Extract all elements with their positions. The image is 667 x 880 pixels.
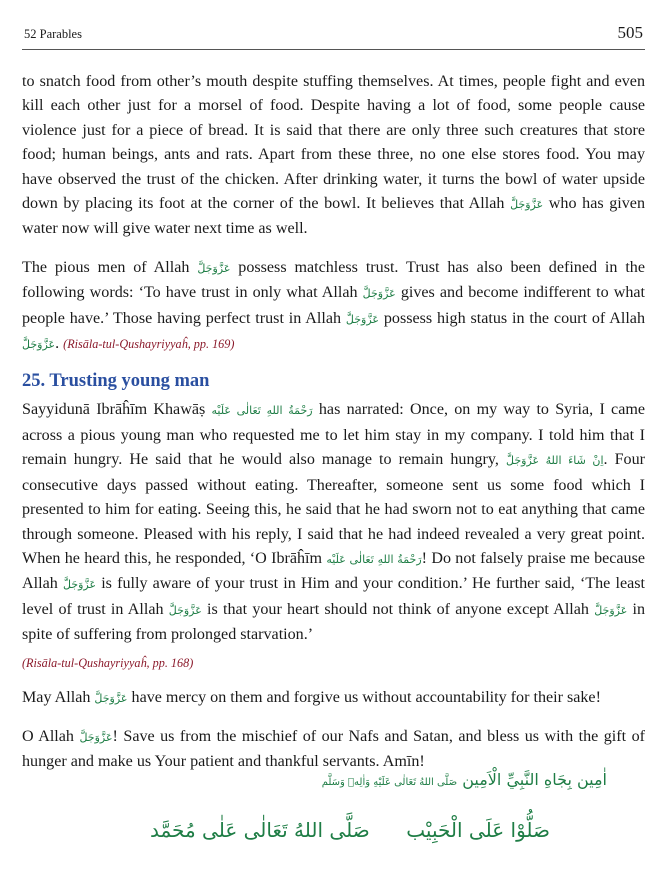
paragraph-5: O Allah عَزَّوَجَلَّ! Save us from the mischief of our Nafs and Satan, and bless us with the gift of hunger and make us Your patient and thankful servants. Amīn! xyxy=(22,727,645,771)
arabic-honorific: عَزَّوَجَلَّ xyxy=(197,261,231,275)
book-title: 52 Parables xyxy=(24,27,82,41)
arabic-honorific: عَزَّوَجَلَّ xyxy=(94,691,128,705)
paragraph-3: Sayyidunā Ibrāĥīm Khawāṣ رَحْمَةُ اللهِ تَعَالٰى عَلَيْه has narrated: Once, on my way to Syria, I came across a pious young man who requested me to let him stay in my company. I told him that I remain hungry. He said that he would also manage to remain hungry, اِنْ شَاءَ اللهُ عَزَّوَجَلَّ. Four consecutive days passed without eating. Thereafter, someone sent us some food which I presented to him for eating. Seeing this, he said that he had sworn not to eat anything that came through someone. Pleased with his reply, I said that he had indeed revealed a very great point. When he heard this, he responded, ‘O Ibrāĥīm رَحْمَةُ اللهِ تَعَالٰى عَلَيْه! Do not falsely praise me because Allah عَزَّوَجَلَّ is fully aware of your trust in Him and your condition.’ He further said, ‘The least level of trust in Allah عَزَّوَجَلَّ is that your heart should not think of anyone except Allah عَزَّوَجَلَّ in spite of suffering from prolonged starvation.’ xyxy=(22,401,646,644)
paragraph-4: May Allah عَزَّوَجَلَّ have mercy on them and forgive us without accountability for their sake! xyxy=(22,688,601,706)
arabic-honorific: عَزَّوَجَلَّ xyxy=(594,603,628,617)
reference: (Risāla-tul-Qushayriyyaĥ, pp. 169) xyxy=(63,337,235,352)
arabic-honorific: عَزَّوَجَلَّ xyxy=(345,312,379,326)
reference: (Risāla-tul-Qushayriyyaĥ, pp. 168) xyxy=(22,655,194,670)
header-rule xyxy=(22,49,645,50)
page-number: 505 xyxy=(617,23,643,42)
page-header xyxy=(22,22,645,50)
arabic-honorific: عَزَّوَجَلَّ xyxy=(168,603,202,617)
paragraph-1: to snatch food from other’s mouth despite stuffing themselves. At times, people fight and even kill each other just for a morsel of food. Despite having a lot of food, some people cause violence just for a piece of bread. It is said that there are only three such creatures that store food; human beings, ants and rats. Apart from these three, no one else stores food. You may have observed the trust of the chicken. After drinking water, it turns the bowl of water upside down by placing its foot at the corner of the bowl. It believes that Allah عَزَّوَجَلَّ who has given water now will give water next time as well. xyxy=(22,73,645,238)
arabic-honorific: رَحْمَةُ اللهِ تَعَالٰى عَلَيْه xyxy=(211,404,313,418)
arabic-honorific: عَزَّوَجَلَّ xyxy=(510,198,544,212)
arabic-honorific: عَزَّوَجَلَّ xyxy=(79,730,113,744)
arabic-honorific: رَحْمَةُ اللهِ تَعَالٰى عَلَيْه xyxy=(326,552,422,566)
arabic-honorific: عَزَّوَجَلَّ xyxy=(362,287,396,301)
arabic-honorific: عَزَّوَجَلَّ xyxy=(22,338,56,352)
page-body xyxy=(22,70,645,789)
arabic-honorific: عَزَّوَجَلَّ xyxy=(62,578,97,592)
paragraph-2: The pious men of Allah عَزَّوَجَلَّ possess matchless trust. Trust has also been defined in the following words: ‘To have trust in only what Allah عَزَّوَجَلَّ gives and become indifferent to what people have.’ Those having perfect trust in Allah عَزَّوَجَلَّ possess high status in the court of Allah عَزَّوَجَلَّ. (Risāla-tul-Qushayriyyaĥ, pp. 169) xyxy=(22,258,646,353)
arabic-phrase: اِنْ شَاءَ اللهُ عَزَّوَجَلَّ xyxy=(506,454,604,468)
section-heading: 25. Trusting young man xyxy=(22,371,210,392)
durood-line: صَلُّوْا عَلَى الْحَبِيْب صَلَّى اللهُ تَعَالٰى عَلٰى مُحَمَّد xyxy=(150,818,550,842)
dua-line-1: اٰمِين بِجَاهِ النَّبِيِّ الْاَمِين صَلَّى اللهُ تَعَالٰى عَلَيْهِ وَاٰلِهٖ وَسَلَّم xyxy=(321,770,607,789)
